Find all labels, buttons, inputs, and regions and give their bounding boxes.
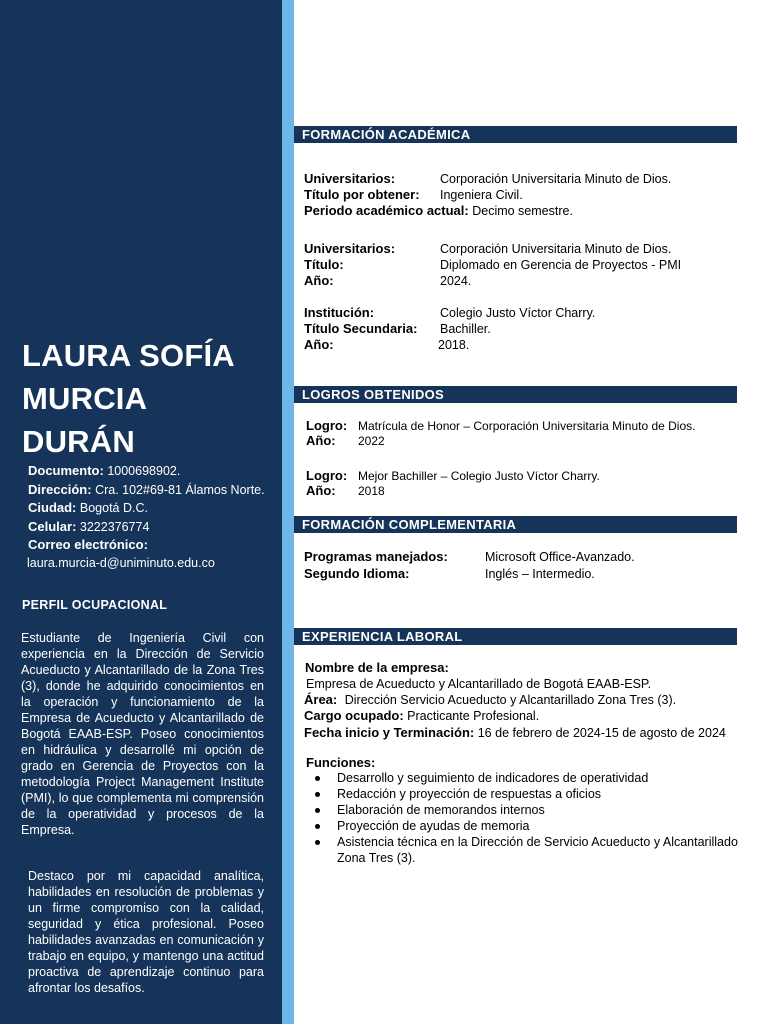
accent-stripe bbox=[282, 0, 294, 1024]
funciones-list bbox=[310, 770, 740, 866]
academic-value: Decimo semestre. bbox=[472, 204, 573, 218]
perfil-title: PERFIL OCUPACIONAL bbox=[22, 598, 168, 612]
area-value: Dirección Servicio Acueducto y Alcantarillado Zona Tres (3). bbox=[344, 693, 677, 707]
academic-row bbox=[304, 187, 744, 203]
section-header-complementaria: FORMACIÓN COMPLEMENTARIA bbox=[294, 516, 737, 533]
name-line: MURCIA bbox=[22, 381, 148, 416]
ciudad-value: Bogotá D.C. bbox=[79, 501, 148, 515]
academic-value: Diplomado en Gerencia de Proyectos - PMI bbox=[440, 258, 682, 272]
logro-row bbox=[306, 418, 746, 434]
funciones-label: Funciones: bbox=[306, 755, 376, 770]
academic-value: Colegio Justo Víctor Charry. bbox=[440, 306, 596, 320]
cargo-label: Cargo ocupado: bbox=[304, 708, 404, 723]
academic-key: Título Secundaria: bbox=[304, 321, 418, 336]
section-header-logros: LOGROS OBTENIDOS bbox=[294, 386, 737, 403]
list-item: Redacción y proyección de respuestas a oficios bbox=[310, 786, 740, 802]
name-line: DURÁN bbox=[22, 424, 135, 459]
academic-row bbox=[304, 273, 744, 289]
list-item: Desarrollo y seguimiento de indicadores de operatividad bbox=[310, 770, 740, 786]
academic-key: Universitarios: bbox=[304, 171, 396, 186]
section-header-experiencia: EXPERIENCIA LABORAL bbox=[294, 628, 737, 645]
academic-value: Corporación Universitaria Minuto de Dios. bbox=[440, 242, 672, 256]
academic-key: Año: bbox=[304, 337, 334, 352]
list-item: Elaboración de memorandos internos bbox=[310, 802, 740, 818]
academic-value: 2024. bbox=[440, 274, 472, 288]
academic-key: Periodo académico actual: bbox=[304, 203, 469, 218]
direccion-row bbox=[28, 481, 278, 500]
logro-label: Logro: bbox=[306, 418, 348, 433]
area-row bbox=[304, 692, 676, 708]
celular-row bbox=[28, 518, 278, 537]
academic-value: Ingeniera Civil. bbox=[440, 188, 523, 202]
fecha-row bbox=[304, 725, 726, 741]
cargo-row bbox=[304, 708, 539, 724]
cargo-value: Practicante Profesional. bbox=[407, 709, 540, 723]
ciudad-row bbox=[28, 499, 278, 518]
logro-value: Mejor Bachiller – Colegio Justo Víctor Charry. bbox=[358, 469, 600, 483]
fecha-label: Fecha inicio y Terminación: bbox=[304, 725, 475, 740]
area-label: Área: bbox=[304, 692, 338, 707]
academic-key: Título por obtener: bbox=[304, 187, 420, 202]
anio-label: Año: bbox=[306, 433, 336, 448]
full-name bbox=[22, 334, 272, 463]
fecha-value: 16 de febrero de 2024-15 de agosto de 2024 bbox=[477, 726, 726, 740]
empresa-label: Nombre de la empresa: bbox=[305, 660, 449, 675]
academic-value: 2018. bbox=[438, 338, 470, 352]
anio-value: 2018 bbox=[358, 484, 385, 498]
academic-row bbox=[304, 337, 744, 353]
correo-value: laura.murcia-d@uniminuto.edu.co bbox=[27, 555, 215, 570]
perfil-paragraph: Estudiante de Ingeniería Civil con experiencia en la Dirección de Servicio Acueducto y Alcantarillado de la Zona Tres (3), donde he adquirido conocimientos en la operación y funcionamiento de la Empresa de Acueducto y Alcantarillado de Bogotá EAAB-ESP. Poseo conocimientos en hidráulica y desarrollé mi opción de grado en Gerencia de Proyectos con la metodología Project Management Institute (PMI), lo que complementa mi comprensión de la operatividad y procesos de la Empresa. bbox=[21, 631, 264, 837]
section-header-formacion-academica: FORMACIÓN ACADÉMICA bbox=[294, 126, 737, 143]
list-item: Proyección de ayudas de memoria bbox=[310, 818, 740, 834]
complementaria-value: Microsoft Office-Avanzado. bbox=[485, 550, 635, 564]
complementaria-key: Segundo Idioma: bbox=[304, 566, 410, 581]
academic-row bbox=[304, 171, 744, 187]
academic-row bbox=[304, 321, 744, 337]
academic-value: Bachiller. bbox=[440, 322, 491, 336]
anio-value: 2022 bbox=[358, 434, 385, 448]
perfil-paragraph: Destaco por mi capacidad analítica, habilidades en resolución de problemas y un firme compromiso con la calidad, seguridad y ética profesional. Poseo habilidades avanzadas en comunicación y trabajo en equipo, y mantengo una actitud proactiva de aprendizaje continuo para afrontar los desafíos. bbox=[28, 869, 264, 995]
anio-row bbox=[306, 433, 746, 449]
academic-key: Institución: bbox=[304, 305, 375, 320]
academic-key: Universitarios: bbox=[304, 241, 396, 256]
anio-row bbox=[306, 483, 746, 499]
direccion-label: Dirección: bbox=[28, 481, 92, 497]
name-line: LAURA SOFÍA bbox=[22, 338, 235, 373]
logro-value: Matrícula de Honor – Corporación Universitaria Minuto de Dios. bbox=[358, 419, 696, 433]
documento-value: 1000698902. bbox=[107, 464, 181, 478]
empresa-value: Empresa de Acueducto y Alcantarillado de Bogotá EAAB-ESP. bbox=[306, 677, 652, 691]
sidebar bbox=[0, 0, 282, 1024]
celular-value: 3222376774 bbox=[79, 519, 150, 534]
anio-label: Año: bbox=[306, 483, 336, 498]
complementaria-key: Programas manejados: bbox=[304, 549, 448, 564]
academic-row bbox=[304, 203, 744, 219]
direccion-value: Cra. 102#69-81 Álamos Norte. bbox=[95, 482, 265, 497]
complementaria-row bbox=[304, 566, 744, 582]
complementaria-row bbox=[304, 549, 744, 565]
correo-label: Correo electrónico: bbox=[28, 537, 148, 552]
academic-key: Año: bbox=[304, 273, 334, 288]
logro-label: Logro: bbox=[306, 468, 348, 483]
complementaria-value: Inglés – Intermedio. bbox=[485, 567, 595, 581]
documento-label: Documento: bbox=[28, 463, 104, 478]
academic-row bbox=[304, 305, 744, 321]
logro-row bbox=[306, 468, 746, 484]
ciudad-label: Ciudad: bbox=[28, 500, 77, 515]
list-item: Asistencia técnica en la Dirección de Servicio Acueducto y Alcantarillado Zona Tres (3). bbox=[310, 834, 740, 866]
celular-label: Celular: bbox=[28, 518, 77, 534]
academic-row bbox=[304, 241, 744, 257]
academic-row bbox=[304, 257, 744, 273]
correo-row bbox=[28, 536, 278, 555]
academic-value: Corporación Universitaria Minuto de Dios. bbox=[440, 172, 672, 186]
documento-row bbox=[28, 462, 278, 481]
contact-info bbox=[28, 462, 278, 572]
academic-key: Título: bbox=[304, 257, 344, 272]
